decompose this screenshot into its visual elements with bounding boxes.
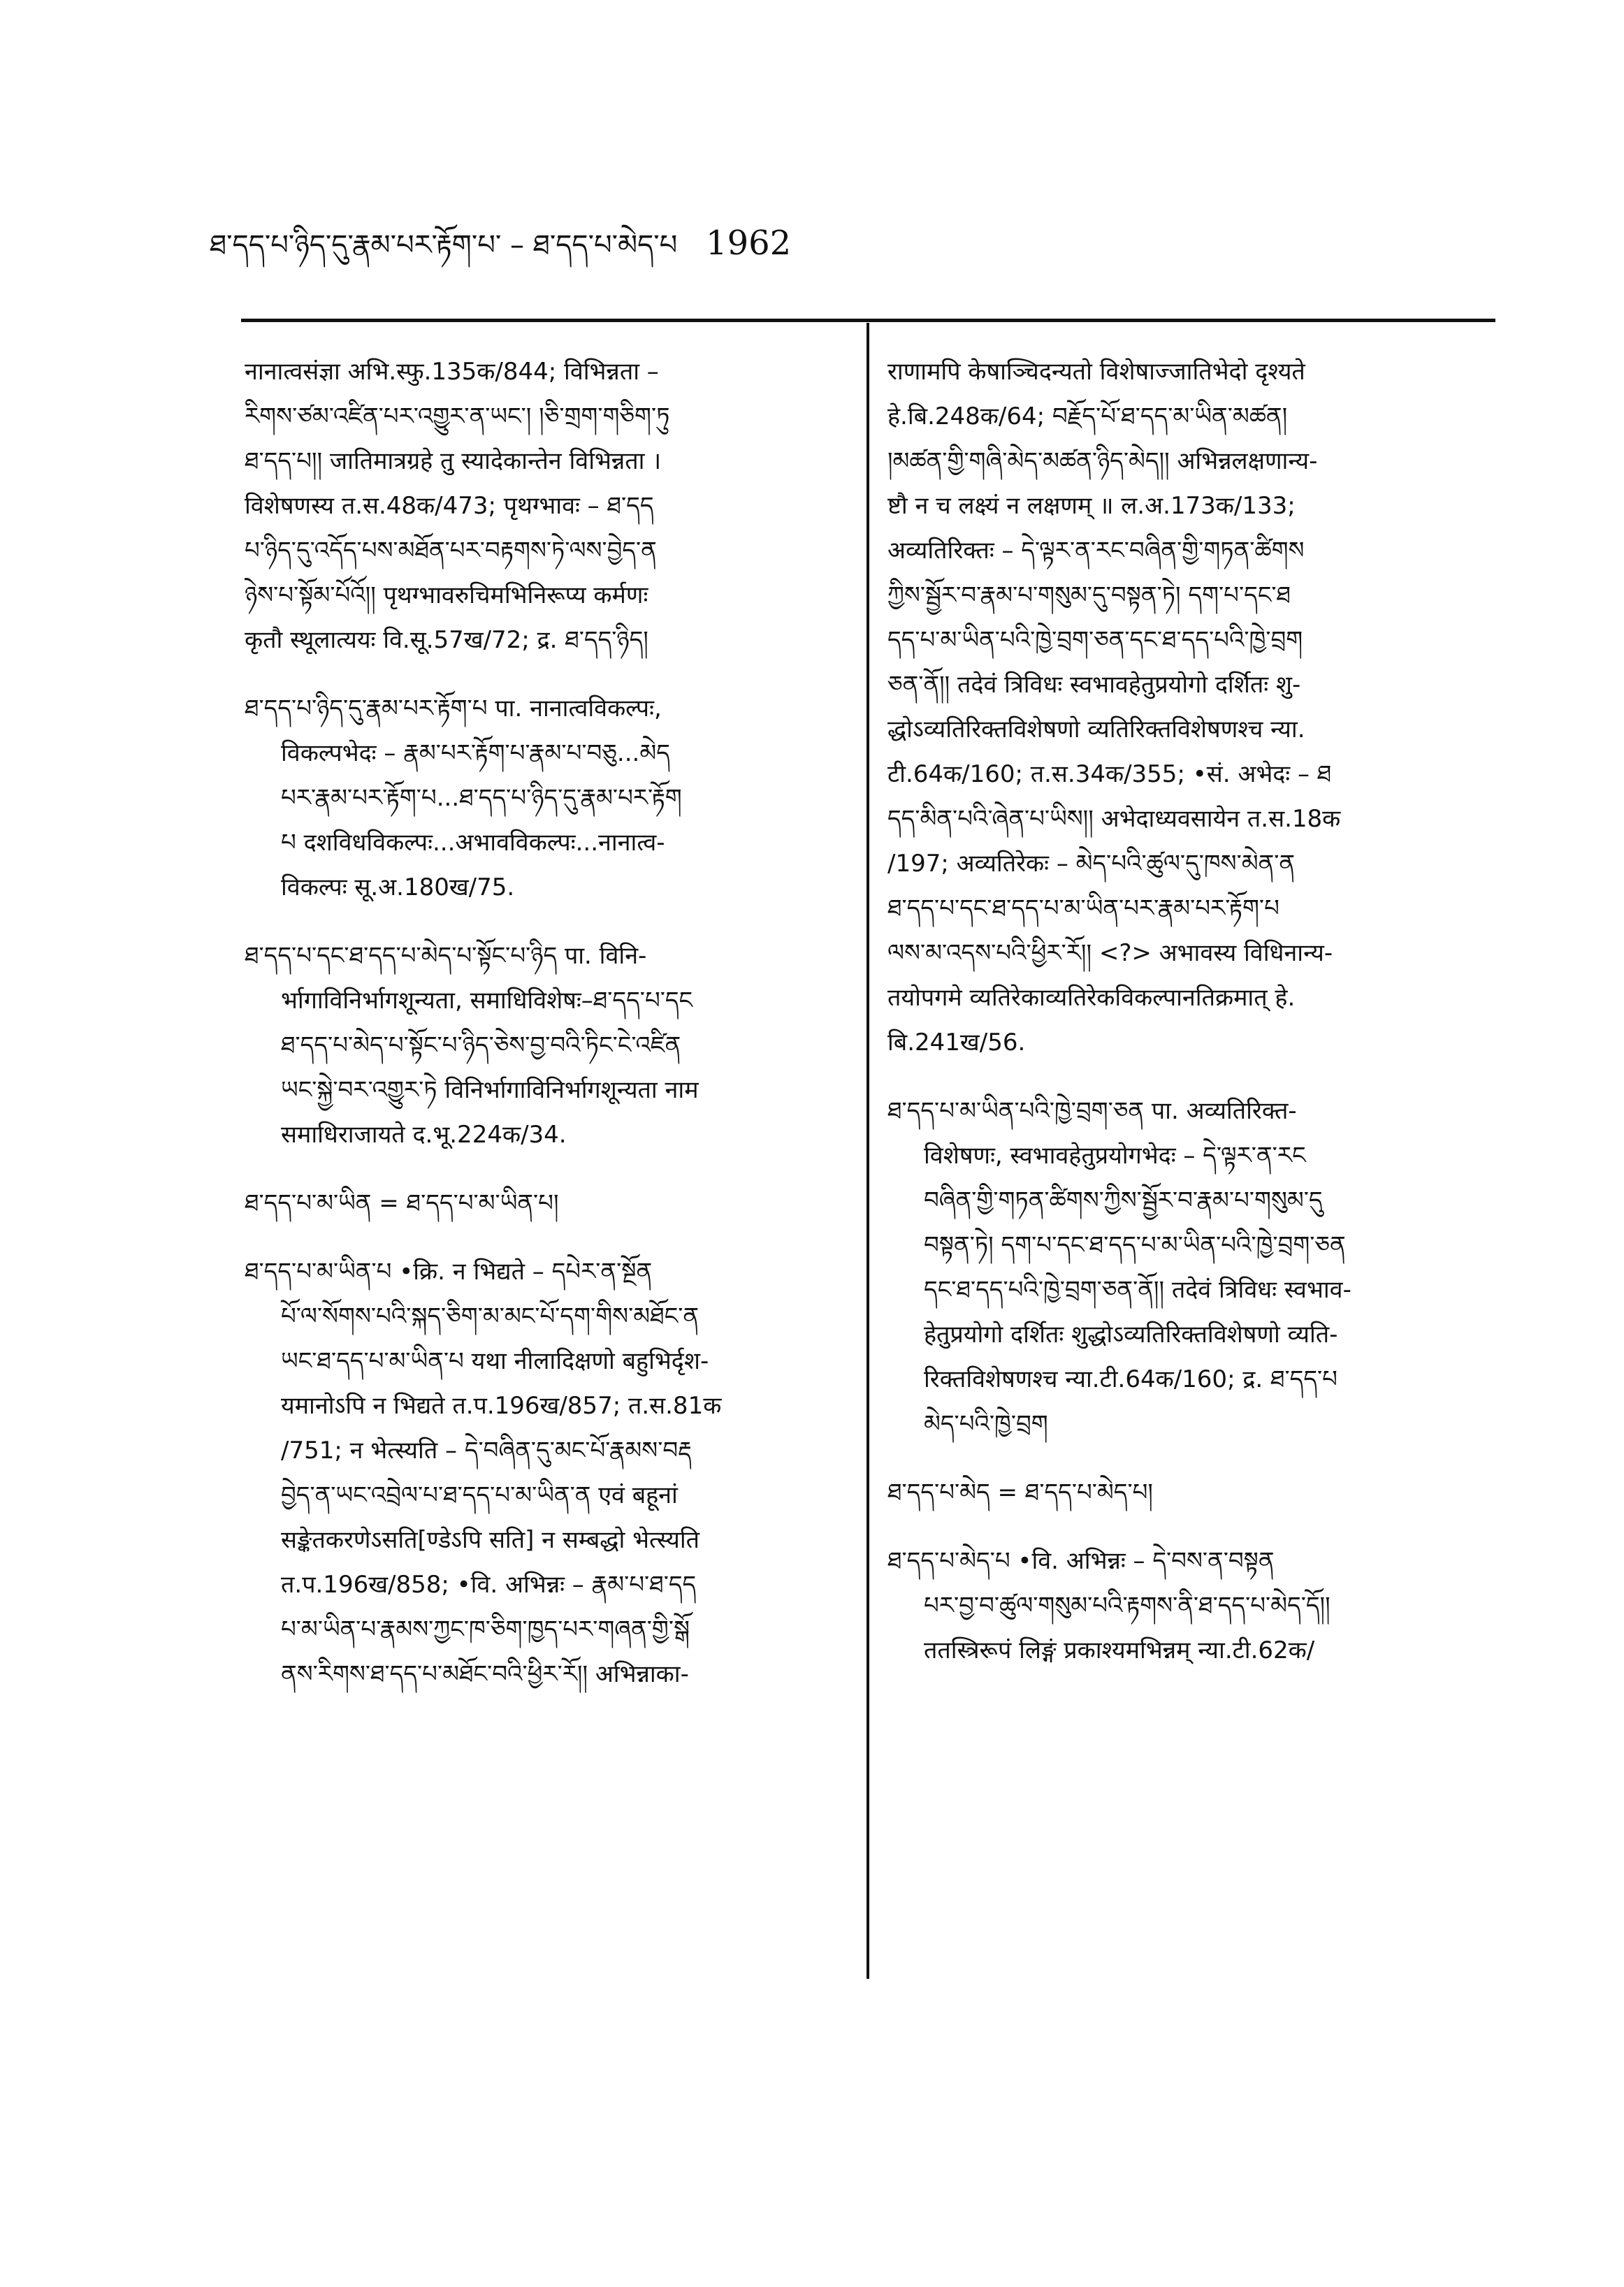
entry-line: ष्टौ न च लक्ष्यं न लक्षणम् ॥ ल.अ.173क/133; bbox=[887, 492, 1296, 520]
dictionary-entry bbox=[245, 349, 846, 662]
entry-line: ཐ་དད་པ་མེད = ཐ་དད་པ་མེད་པ། bbox=[887, 1479, 1153, 1506]
entry-line: པ་ཉིད་དུ་འདོད་པས་མཐོན་པར་བརྟགས་ཏེ་ལས་བྱེད་ན bbox=[245, 537, 657, 565]
entry-line: ཐ་དད་པ་མ་ཡིན = ཐ་དད་པ་མ་ཡིན་པ། bbox=[245, 1189, 559, 1217]
entry-line: टी.64क/160; त.स.34क/355; •सं. अभेदः – ཐ bbox=[887, 760, 1332, 788]
entry-line: །མཚན་གྱི་གཞི་མེད་མཚན་ཉིད་མེད།། अभिन्नलक्षणान्य- bbox=[887, 447, 1318, 475]
entry-line: ཐ་དད་པ་དང་ཐ་དད་པ་མེད་པ་སྟོང་པ་ཉིད पा. विनि- bbox=[245, 942, 647, 970]
page-number: 1962 bbox=[706, 224, 792, 263]
dictionary-entry bbox=[887, 1539, 1488, 1673]
right-column bbox=[887, 349, 1488, 1697]
entry-line: ཅན་ནོ།། तदेवं त्रिविधः स्वभावहेतुप्रयोगो दर्शितः शु- bbox=[887, 671, 1301, 699]
entry-line: ཐ་དད་པ་ཉིད་དུ་རྣམ་པར་རྟོག་པ पा. नानात्वविकल्पः, bbox=[245, 695, 662, 723]
page-header bbox=[210, 213, 908, 292]
entry-line: र्भागाविनिर्भागशून्यता, समाधिविशेषः–ཐ་དད་པ་དང bbox=[281, 987, 693, 1015]
entry-line: བསྟན་ཏེ། དག་པ་དང་ཐ་དད་པ་མ་ཡིན་པའི་ཁྱེ་བྲག་ཅན bbox=[924, 1231, 1346, 1259]
entry-line: अव्यतिरिक्तः – དེ་ལྟར་ན་རང་བཞིན་གྱི་གཏན་ཚིགས bbox=[887, 537, 1305, 565]
entry-line: བྱེད་ན་ཡང་འབྲེལ་པ་ཐ་དད་པ་མ་ཡིན་ན एवं बहूनां bbox=[281, 1481, 678, 1509]
entry-line: तयोपगमे व्यतिरेकाव्यतिरेकविकल्पानतिक्रमात् हे. bbox=[887, 984, 1296, 1012]
entry-line: ཀྱིས་སྦྱོར་བ་རྣམ་པ་གསུམ་དུ་བསྟན་ཏེ། དག་པ་དང་ཐ bbox=[887, 581, 1291, 609]
entry-line: བཞིན་གྱི་གཏན་ཚིགས་ཀྱིས་སྦྱོར་བ་རྣམ་པ་གསུམ་དུ bbox=[924, 1186, 1323, 1214]
entry-line: ལས་མ་འདས་པའི་ཕྱིར་རོ།། <?> अभावस्य विधिनान्य- bbox=[887, 939, 1333, 967]
dictionary-entry bbox=[245, 1249, 846, 1697]
entry-line: ཐ་དད་པ་མེད་པ་སྟོང་པ་ཉིད་ཅེས་བྱ་བའི་ཏིང་ངེ་འཛིན bbox=[281, 1031, 681, 1059]
entry-line: ཡང་སྐྱེ་བར་འགྱུར་ཏེ विनिर्भागाविनिर्भागशून्यता नाम bbox=[281, 1076, 699, 1104]
entry-line: हे.बि.248क/64; བརྗོད་པོ་ཐ་དད་མ་ཡིན་མཚན། bbox=[887, 402, 1288, 430]
entry-line: बि.241ख/56. bbox=[887, 1029, 1026, 1057]
entry-line: ནས་རིགས་ཐ་དད་པ་མཐོང་བའི་ཕྱིར་རོ།། अभिन्नाका- bbox=[281, 1660, 689, 1688]
entry-line: नानात्वसंज्ञा अभि.स्फु.135क/844; विभिन्नता – bbox=[245, 358, 659, 386]
entry-line: རིགས་ཙམ་འཛིན་པར་འགྱུར་ན་ཡང་། །ཅི་གྲག་གཅིག་ཏུ bbox=[245, 402, 670, 430]
entry-line: དད་མིན་པའི་ཞེན་པ་ཡིས།། अभेदाध्यवसायेन त.स.18क bbox=[887, 805, 1341, 833]
entry-line: समाधिराजायते द.भू.224क/34. bbox=[281, 1121, 567, 1149]
entry-line: कृतौ स्थूलात्ययः वि.सू.57ख/72; द्र. ཐ་དད་ཉིད། bbox=[245, 626, 648, 654]
dictionary-entry bbox=[887, 1089, 1488, 1446]
entry-line: रिक्तविशेषणश्च न्या.टी.64क/160; द्र. ཐ་དད་པ bbox=[924, 1365, 1337, 1393]
dictionary-entry bbox=[245, 1181, 846, 1226]
entry-line: यमानोऽपि न भिद्यते त.प.196ख/857; त.स.81क bbox=[281, 1392, 722, 1420]
entry-line: ཉེས་པ་སྟོམ་པོའོ།། पृथग्भावरुचिमभिनिरूप्य कर्मणः bbox=[245, 581, 648, 609]
entry-line: त.प.196ख/858; •वि. अभिन्नः – རྣམ་པ་ཐ་དད bbox=[281, 1571, 697, 1599]
entry-line: པ दशविधविकल्पः...अभावविकल्पः...नानात्व- bbox=[281, 829, 665, 857]
entry-line: ཐ་དད་པ་མ་ཡིན་པ •क्रि. न भिद्यते – དཔེར་ན་སྔོན bbox=[245, 1258, 653, 1286]
entry-line: /197; अव्यतिरेकः – མེད་པའི་ཚུལ་དུ་ཁས་མེན་ན bbox=[887, 850, 1296, 878]
dictionary-entry bbox=[887, 349, 1488, 1065]
entry-line: པ་མ་ཡིན་པ་རྣམས་ཀྱང་ཁ་ཅིག་ཁྱད་པར་གཞན་གྱི་སྒོ bbox=[281, 1616, 690, 1643]
entry-line: विशेषणस्य त.स.48क/473; पृथग्भावः – ཐ་དད bbox=[245, 492, 654, 520]
entry-line: པོ་ལ་སོགས་པའི་སྐད་ཅིག་མ་མང་པོ་དག་གིས་མཐོང་ན bbox=[281, 1302, 699, 1330]
entry-line: ཐ་དད་པ་མ་ཡིན་པའི་ཁྱེ་བྲག་ཅན पा. अव्यतिरिक्त- bbox=[887, 1097, 1297, 1125]
dictionary-entry bbox=[245, 686, 846, 910]
entry-line: सङ्केतकरणेऽसति[ण्डेऽपि सति] न सम्बद्धो भेत्स्यति bbox=[281, 1526, 700, 1554]
dictionary-entry bbox=[887, 1470, 1488, 1515]
entry-line: དད་པ་མ་ཡིན་པའི་ཁྱེ་བྲག་ཅན་དང་ཐ་དད་པའི་ཁྱེ་བྲག bbox=[887, 626, 1303, 654]
running-head: ཐ་དད་པ་ཉིད་དུ་རྣམ་པར་རྟོག་པ་ – ཐ་དད་པ་མེད་པ bbox=[210, 229, 678, 261]
column-divider bbox=[867, 323, 869, 1979]
entry-line: ཐ་དད་པ་མེད་པ •वि. अभिन्नः – དེ་བས་ན་བསྟན bbox=[887, 1547, 1275, 1575]
entry-line: ततस्त्रिरूपं लिङ्गं प्रकाश्यमभिन्नम् न्या.टी.62क/ bbox=[924, 1636, 1315, 1664]
entry-line: द्धोऽव्यतिरिक्तविशेषणो व्यतिरिक्तविशेषणश्च न्या. bbox=[887, 716, 1305, 743]
entry-line: विकल्पः सू.अ.180ख/75. bbox=[281, 873, 515, 901]
header-rule bbox=[241, 319, 1495, 322]
entry-line: ཐ་དད་པ།། जातिमात्रग्रहे तु स्यादेकान्तेन विभिन्नता । bbox=[245, 447, 662, 475]
entry-line: དང་ཐ་དད་པའི་ཁྱེ་བྲག་ཅན་ནོ།། तदेवं त्रिविधः स्वभाव- bbox=[924, 1276, 1351, 1304]
entry-line: ཐ་དད་པ་དང་ཐ་དད་པ་མ་ཡིན་པར་རྣམ་པར་རྟོག་པ bbox=[887, 894, 1279, 922]
dictionary-entry bbox=[245, 934, 846, 1157]
entry-line: མེད་པའི་ཁྱེ་བྲག bbox=[924, 1410, 1048, 1438]
entry-line: राणामपि केषाञ्चिदन्यतो विशेषाज्जातिभेदो दृश्यते bbox=[887, 358, 1305, 386]
entry-line: ཡང་ཐ་དད་པ་མ་ཡིན་པ यथा नीलादिक्षणो बहुभिर्दृश- bbox=[281, 1347, 709, 1375]
entry-line: हेतुप्रयोगो दर्शितः शुद्धोऽव्यतिरिक्तविशेषणो व्यति- bbox=[924, 1321, 1338, 1349]
entry-line: विशेषणः, स्वभावहेतुप्रयोगभेदः – དེ་ལྟར་ན་རང bbox=[924, 1142, 1306, 1170]
entry-line: པར་བྱ་བ་ཚུལ་གསུམ་པའི་རྟགས་ནི་ཐ་དད་པ་མེད་དོ།། bbox=[924, 1592, 1331, 1620]
entry-line: विकल्पभेदः – རྣམ་པར་རྟོག་པ་རྣམ་པ་བཅུ...མེད bbox=[281, 739, 670, 767]
entry-line: /751; न भेत्स्यति – དེ་བཞིན་དུ་མང་པོ་རྣམས་བརྡ bbox=[281, 1437, 692, 1465]
entry-line: པར་རྣམ་པར་རྟོག་པ...ཐ་དད་པ་ཉིད་དུ་རྣམ་པར་རྟོག bbox=[281, 784, 682, 812]
left-column bbox=[245, 349, 846, 1720]
